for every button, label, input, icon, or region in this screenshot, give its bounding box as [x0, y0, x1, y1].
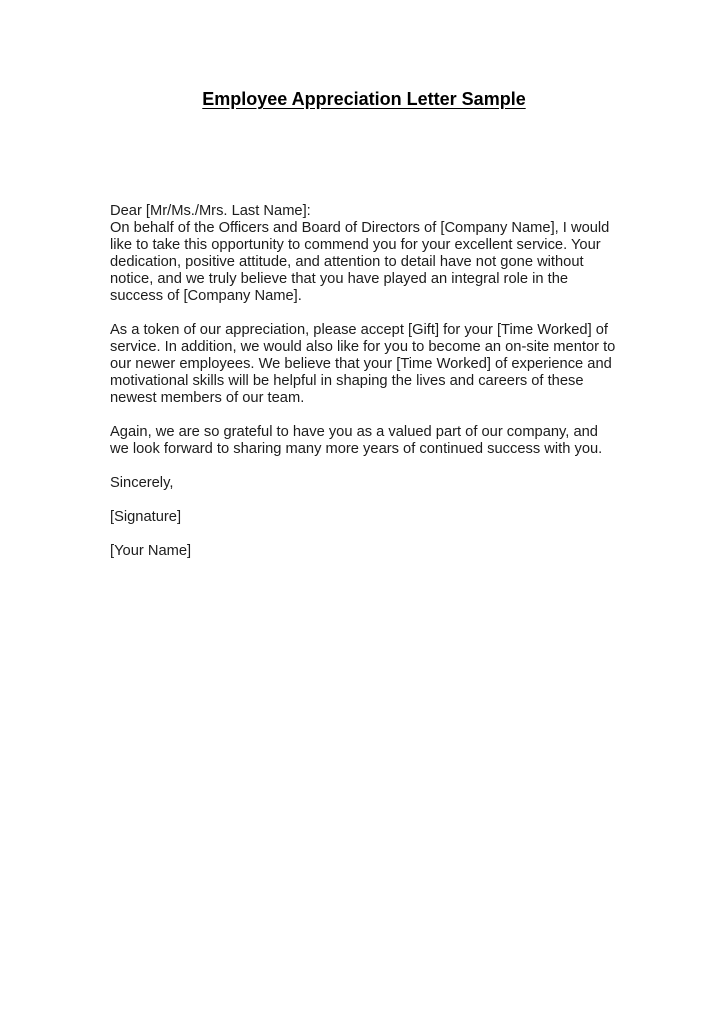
- closing-line: Sincerely,: [110, 475, 174, 491]
- signature-placeholder: [Signature]: [110, 509, 182, 525]
- greeting-line: Dear [Mr/Ms./Mrs. Last Name]:: [110, 203, 311, 219]
- letter-body: [110, 203, 620, 560]
- letter-title: [0, 0, 728, 110]
- letter-title-text: Employee Appreciation Letter Sample: [202, 89, 526, 109]
- name-placeholder: [Your Name]: [110, 543, 192, 559]
- paragraph-appreciation: On behalf of the Officers and Board of Directors of [Company Name], I would like to take this opportunity to commend you for your excellent service. Your dedication, positive attitude, and attention to detail have not gone without notice, and we truly believe that you have played an integral role in the success of [Company Name].: [110, 220, 610, 304]
- paragraph-grateful: Again, we are so grateful to have you as a valued part of our company, and we look forward to sharing many more years of continued success with you.: [110, 424, 603, 457]
- paragraph-gift-mentor: As a token of our appreciation, please accept [Gift] for your [Time Worked] of service. In addition, we would also like for you to become an on-site mentor to our newer employees. We believe that your [Time Worked] of experience and motivational skills will be helpful in shaping the lives and careers of these newest members of our team.: [110, 322, 616, 406]
